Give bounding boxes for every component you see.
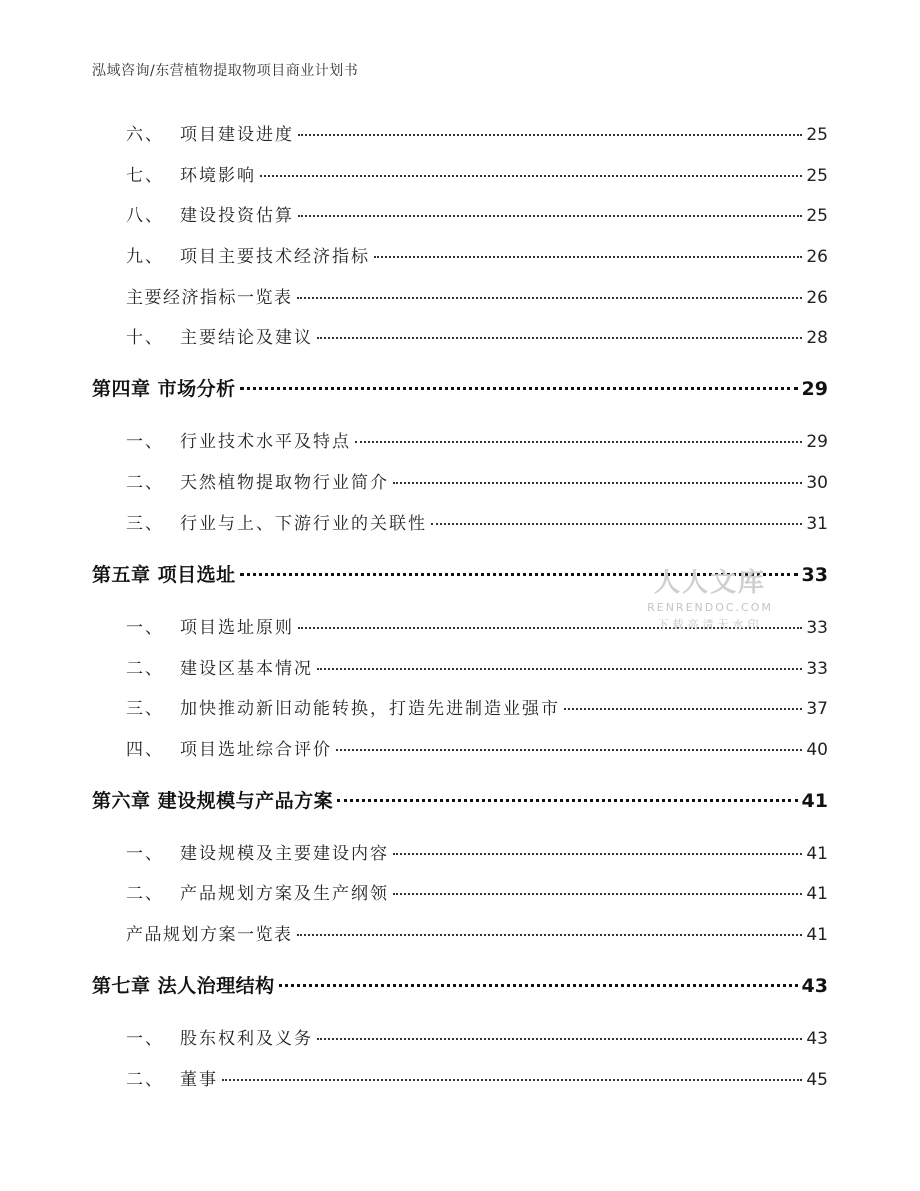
toc-entry-number: 一、	[126, 618, 164, 638]
page-header: 泓域咨询/东营植物提取物项目商业计划书	[92, 63, 359, 79]
toc-chapter[interactable]	[0, 971, 920, 1001]
toc-entry-number: 二、	[126, 473, 164, 493]
toc-entry-page: 29	[806, 432, 828, 452]
toc-chapter[interactable]	[0, 560, 920, 590]
toc-entry-title: 主要结论及建议	[180, 328, 313, 348]
toc-entry-page: 41	[806, 925, 828, 945]
toc-leader-dots	[317, 668, 802, 670]
toc-entry-number: 三、	[126, 514, 164, 534]
toc-leader-dots	[317, 337, 802, 339]
toc-leader-dots	[240, 573, 798, 576]
toc-entry-page: 26	[806, 288, 828, 308]
toc-entry-page: 40	[806, 740, 828, 760]
toc-leader-dots	[431, 523, 802, 525]
toc-entry-number: 十、	[126, 328, 164, 348]
toc-entry-page: 26	[806, 247, 828, 267]
toc-entry-page: 28	[806, 328, 828, 348]
toc-entry[interactable]	[0, 427, 920, 457]
toc-leader-dots	[279, 984, 798, 987]
toc-entry-title: 股东权利及义务	[180, 1029, 313, 1049]
toc-entry[interactable]	[0, 1065, 920, 1095]
toc-entry-title: 行业与上、下游行业的关联性	[180, 514, 427, 534]
toc-entry[interactable]	[0, 654, 920, 684]
toc-entry[interactable]	[0, 920, 920, 950]
toc-entry-title: 加快推动新旧动能转换，打造先进制造业强市	[180, 699, 560, 719]
toc-entry-page: 45	[806, 1070, 828, 1090]
toc-entry-page: 25	[806, 206, 828, 226]
toc-leader-dots	[298, 627, 802, 629]
toc-entry-number: 二、	[126, 659, 164, 679]
toc-entry-page: 37	[806, 699, 828, 719]
toc-entry[interactable]	[0, 839, 920, 869]
toc-entry-page: 25	[806, 166, 828, 186]
toc-chapter-page: 41	[801, 790, 828, 812]
toc-chapter-title: 第六章 建设规模与产品方案	[92, 790, 334, 812]
toc-leader-dots	[317, 1038, 802, 1040]
toc-leader-dots	[337, 799, 797, 802]
toc-entry[interactable]	[0, 201, 920, 231]
toc-entry-number: 二、	[126, 884, 164, 904]
toc-entry-number: 九、	[126, 247, 164, 267]
watermark-subtitle: 下载高清无水印	[657, 618, 763, 631]
toc-entry-title: 建设区基本情况	[180, 659, 313, 679]
toc-entry-number: 八、	[126, 206, 164, 226]
toc-chapter-title: 第七章 法人治理结构	[92, 975, 275, 997]
toc-leader-dots	[564, 708, 802, 710]
toc-entry-title: 环境影响	[180, 166, 256, 186]
toc-chapter-title: 第四章 市场分析	[92, 378, 236, 400]
toc-leader-dots	[336, 749, 802, 751]
toc-entry[interactable]	[0, 1024, 920, 1054]
toc-entry[interactable]	[0, 323, 920, 353]
toc-entry-page: 30	[806, 473, 828, 493]
toc-leader-dots	[222, 1079, 802, 1081]
toc-entry-title: 主要经济指标一览表	[126, 288, 293, 308]
toc-entry-title: 产品规划方案及生产纲领	[180, 884, 389, 904]
toc-entry-page: 31	[806, 514, 828, 534]
toc-entry-title: 行业技术水平及特点	[180, 432, 351, 452]
toc-entry-number: 一、	[126, 432, 164, 452]
toc-entry-page: 41	[806, 844, 828, 864]
toc-leader-dots	[374, 256, 802, 258]
toc-entry-title: 产品规划方案一览表	[126, 925, 293, 945]
toc-chapter-page: 33	[801, 564, 828, 586]
toc-chapter-page: 29	[801, 378, 828, 400]
toc-leader-dots	[355, 441, 802, 443]
toc-entry-page: 33	[806, 618, 828, 638]
toc-chapter[interactable]	[0, 786, 920, 816]
toc-leader-dots	[297, 934, 803, 936]
toc-leader-dots	[298, 134, 802, 136]
watermark-title: 人人文库	[653, 568, 766, 598]
toc-entry[interactable]	[0, 613, 920, 643]
toc-leader-dots	[298, 215, 802, 217]
toc-leader-dots	[260, 175, 802, 177]
toc-entry-title: 建设规模及主要建设内容	[180, 844, 389, 864]
toc-entry[interactable]	[0, 879, 920, 909]
toc-leader-dots	[297, 297, 803, 299]
toc-leader-dots	[393, 893, 802, 895]
watermark-domain: RENRENDOC.COM	[647, 601, 773, 614]
toc-entry[interactable]	[0, 120, 920, 150]
toc-entry-number: 一、	[126, 844, 164, 864]
toc-entry-number: 七、	[126, 166, 164, 186]
toc-entry-number: 四、	[126, 740, 164, 760]
toc-entry-title: 项目选址原则	[180, 618, 294, 638]
toc-entry-number: 一、	[126, 1029, 164, 1049]
toc-entry-title: 项目选址综合评价	[180, 740, 332, 760]
toc-entry-title: 建设投资估算	[180, 206, 294, 226]
toc-entry-number: 三、	[126, 699, 164, 719]
toc-entry[interactable]	[0, 735, 920, 765]
toc-entry-page: 41	[806, 884, 828, 904]
toc-entry-page: 33	[806, 659, 828, 679]
toc-entry-page: 25	[806, 125, 828, 145]
toc-entry-number: 六、	[126, 125, 164, 145]
toc-entry[interactable]	[0, 242, 920, 272]
toc-entry[interactable]	[0, 283, 920, 313]
toc-chapter[interactable]	[0, 374, 920, 404]
toc-entry-number: 二、	[126, 1070, 164, 1090]
toc-entry[interactable]	[0, 468, 920, 498]
toc-entry-title: 项目建设进度	[180, 125, 294, 145]
toc-entry-title: 董事	[180, 1070, 218, 1090]
toc-entry[interactable]	[0, 509, 920, 539]
toc-chapter-page: 43	[801, 975, 828, 997]
toc-leader-dots	[240, 387, 798, 390]
toc-entry[interactable]	[0, 694, 920, 724]
toc-leader-dots	[393, 853, 802, 855]
toc-entry-page: 43	[806, 1029, 828, 1049]
toc-entry[interactable]	[0, 161, 920, 191]
toc-entry-title: 项目主要技术经济指标	[180, 247, 370, 267]
toc-chapter-title: 第五章 项目选址	[92, 564, 236, 586]
toc-leader-dots	[393, 482, 802, 484]
toc-entry-title: 天然植物提取物行业简介	[180, 473, 389, 493]
